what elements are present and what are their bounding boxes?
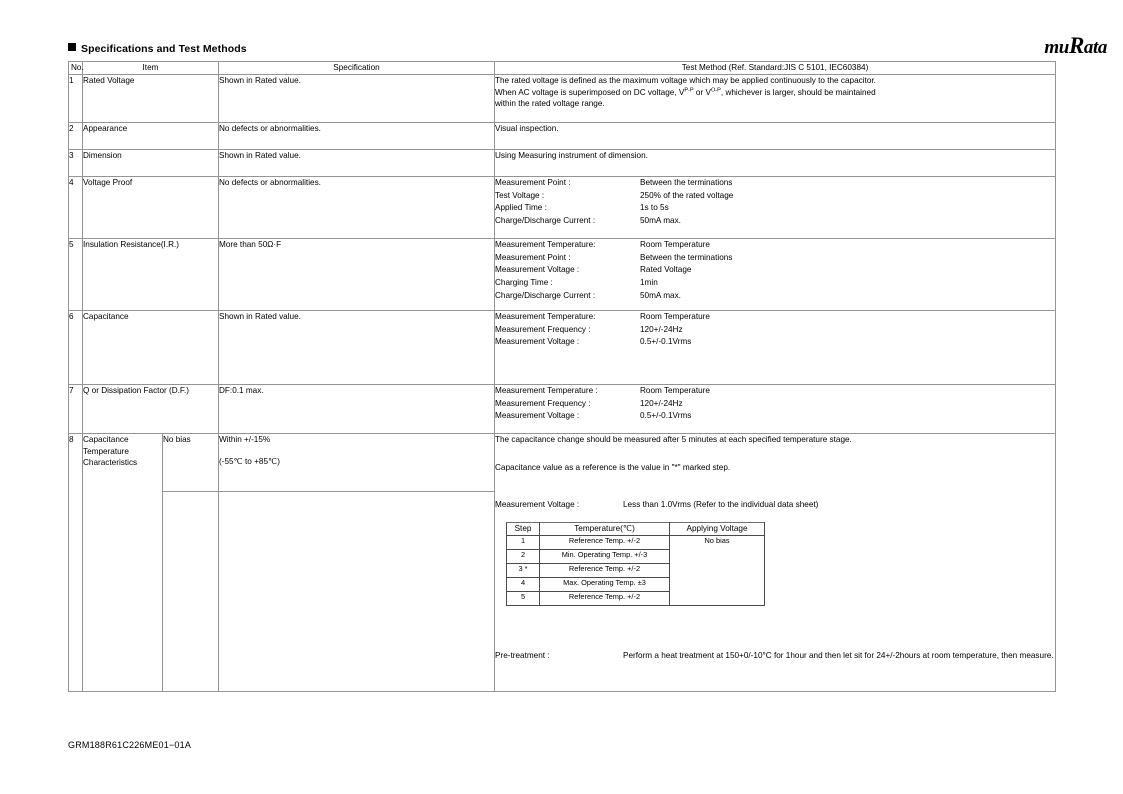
- row-item: Dimension: [83, 150, 219, 177]
- step-number: 4: [507, 577, 540, 591]
- row-bias-empty: [163, 492, 219, 692]
- definition-key: Measurement Frequency :: [495, 398, 591, 408]
- definition-row: [495, 202, 733, 215]
- row-test-method: Using Measuring instrument of dimension.: [495, 150, 1056, 177]
- definition-key: Measurement Temperature:: [495, 312, 596, 321]
- definition-list: [495, 499, 818, 512]
- table-row: [69, 123, 1056, 150]
- definition-row: [495, 252, 732, 265]
- row-item-line: Capacitance: [83, 435, 129, 444]
- row-number: 7: [69, 385, 83, 434]
- specifications-table: [68, 61, 1056, 692]
- row-item: Insulation Resistance(I.R.): [83, 239, 219, 311]
- definition-value: Room Temperature: [640, 312, 710, 321]
- step-temperature: Max. Operating Temp. ±3: [540, 577, 670, 591]
- page-title: [68, 43, 247, 55]
- definition-key: Charge/Discharge Current :: [495, 215, 596, 225]
- row-item-line: Temperature: [83, 446, 129, 456]
- row-test-method: [495, 311, 1056, 385]
- definition-value: 250% of the rated voltage: [640, 190, 734, 200]
- murata-logo: [1044, 34, 1107, 57]
- header-no: No.: [69, 62, 83, 75]
- definition-row: [495, 336, 710, 349]
- table-row: [69, 75, 1056, 123]
- definition-key: Measurement Voltage :: [495, 411, 580, 421]
- definition-row: [495, 385, 710, 398]
- row-number: 3: [69, 150, 83, 177]
- definition-value: 120+/-24Hz: [640, 398, 683, 408]
- definition-value: 0.5+/-0.1Vrms: [640, 337, 692, 347]
- definition-value: Rated Voltage: [640, 265, 692, 275]
- row-item: Appearance: [83, 123, 219, 150]
- table-row: [69, 239, 1056, 311]
- row-number: 4: [69, 177, 83, 239]
- spec-line: Within +/-15%: [219, 435, 271, 444]
- definition-list: [495, 650, 1054, 663]
- definition-row: [495, 324, 710, 337]
- definition-key: Applied Time :: [495, 203, 547, 213]
- definition-key: Pre-treatment :: [495, 650, 550, 660]
- table-row: [69, 385, 1056, 434]
- definition-list: [495, 385, 710, 423]
- row-specification-empty: [219, 492, 495, 692]
- definition-key: Test Voltage :: [495, 190, 545, 200]
- row-specification: Shown in Rated value.: [219, 311, 495, 385]
- definition-value: Room Temperature: [640, 386, 710, 395]
- test-line: The rated voltage is defined as the maximum voltage which may be applied continuously to the capacitor.: [495, 76, 876, 85]
- spacer: [495, 446, 1055, 462]
- step-header-applying-voltage: Applying Voltage: [670, 522, 765, 535]
- logo-text-ata: ata: [1083, 37, 1107, 58]
- definition-list: [495, 311, 710, 349]
- step-number: 2: [507, 549, 540, 563]
- logo-text-r: R: [1068, 33, 1084, 58]
- test-line-post: , whichever is larger, should be maintained: [720, 87, 876, 97]
- step-header-temperature: Temperature(℃): [540, 522, 670, 535]
- header-item: Item: [83, 62, 219, 75]
- footer-part-number: GRM188R61C226ME01−01A: [68, 740, 192, 750]
- bullet-square-icon: [68, 43, 76, 51]
- definition-key: Charging Time :: [495, 277, 553, 287]
- row-test-method: [495, 239, 1056, 311]
- definition-row: [495, 239, 732, 252]
- step-temperature: Min. Operating Temp. +/-3: [540, 549, 670, 563]
- step-table-header-row: [507, 522, 765, 535]
- definition-value: Room Temperature: [640, 240, 710, 249]
- definition-row: [495, 177, 733, 190]
- definition-key: Measurement Temperature:: [495, 240, 596, 249]
- definition-key: Charge/Discharge Current :: [495, 290, 596, 300]
- definition-row: [495, 499, 818, 512]
- row-specification: Shown in Rated value.: [219, 150, 495, 177]
- header-specification: Specification: [219, 62, 495, 75]
- definition-value: 1min: [640, 277, 658, 287]
- definition-row: [495, 277, 732, 290]
- definition-value: Less than 1.0Vrms (Refer to the individual data sheet): [623, 500, 819, 510]
- definition-value: Perform a heat treatment at 150+0/-10°C for 1hour and then let sit for 24+/-2hours at room temperature, then measure.: [623, 650, 1054, 660]
- row-item: [83, 434, 163, 692]
- test-line: within the rated voltage range.: [495, 99, 605, 109]
- temperature-step-table: [506, 522, 765, 606]
- definition-key: Measurement Temperature :: [495, 386, 598, 395]
- row-specification: Shown in Rated value.: [219, 75, 495, 123]
- row-specification: No defects or abnormalities.: [219, 123, 495, 150]
- spacer: [495, 512, 1055, 522]
- definition-row: [495, 215, 733, 228]
- row-specification: [219, 434, 495, 492]
- step-applying-voltage: No bias: [670, 535, 765, 605]
- row-item: Q or Dissipation Factor (D.F.): [83, 385, 219, 434]
- definition-key: Measurement Voltage :: [495, 500, 580, 510]
- row-test-method: [495, 385, 1056, 434]
- row-test-method: [495, 177, 1056, 239]
- spacer: [495, 606, 1055, 650]
- row-specification: No defects or abnormalities.: [219, 177, 495, 239]
- definition-key: Measurement Voltage :: [495, 337, 580, 347]
- superscript-pp: P-P: [684, 86, 694, 93]
- step-number: 1: [507, 535, 540, 549]
- definition-row: [495, 190, 733, 203]
- definition-key: Measurement Frequency :: [495, 324, 591, 334]
- step-number: 3 *: [507, 563, 540, 577]
- step-table-row: [507, 535, 765, 549]
- definition-row: [495, 311, 710, 324]
- step-temperature: Reference Temp. +/-2: [540, 563, 670, 577]
- test-line-reference: Capacitance value as a reference is the value in "*" marked step.: [495, 462, 731, 472]
- spec-line-temp-range: (-55℃ to +85℃): [219, 456, 280, 466]
- test-line: The capacitance change should be measured after 5 minutes at each specified temperature stage.: [495, 435, 852, 444]
- definition-key: Measurement Point :: [495, 252, 571, 262]
- step-number: 5: [507, 591, 540, 605]
- row-item: Voltage Proof: [83, 177, 219, 239]
- test-line-pre: When AC voltage is superimposed on DC voltage, V: [495, 87, 685, 97]
- header-test-method: Test Method (Ref. Standard:JIS C 5101, IEC60384): [495, 62, 1056, 75]
- definition-row: [495, 398, 710, 411]
- definition-value: 1s to 5s: [640, 203, 669, 213]
- definition-value: 50mA max.: [640, 215, 681, 225]
- page-title-text: Specifications and Test Methods: [81, 43, 247, 55]
- row-item: Capacitance: [83, 311, 219, 385]
- definition-list: [495, 177, 733, 228]
- step-temperature: Reference Temp. +/-2: [540, 591, 670, 605]
- logo-text-mu: mu: [1044, 37, 1069, 58]
- definition-value: 120+/-24Hz: [640, 324, 683, 334]
- row-number: 1: [69, 75, 83, 123]
- test-line-mid: or V: [693, 87, 711, 97]
- step-temperature: Reference Temp. +/-2: [540, 535, 670, 549]
- row-test-method: [495, 75, 1056, 123]
- row-specification: DF:0.1 max.: [219, 385, 495, 434]
- row-bias-label: No bias: [163, 434, 219, 492]
- table-row: [69, 177, 1056, 239]
- definition-row: [495, 290, 732, 303]
- row-number: 8: [69, 434, 83, 692]
- spacer: [495, 473, 1055, 499]
- row-item: Rated Voltage: [83, 75, 219, 123]
- definition-value: 0.5+/-0.1Vrms: [640, 411, 692, 421]
- row-number: 5: [69, 239, 83, 311]
- table-header-row: [69, 62, 1056, 75]
- row-test-method: Visual inspection.: [495, 123, 1056, 150]
- table-row: [69, 150, 1056, 177]
- spacer: [219, 446, 494, 456]
- definition-key: Measurement Voltage :: [495, 265, 580, 275]
- row-item-line: Characteristics: [83, 458, 138, 468]
- row-test-method: [495, 434, 1056, 692]
- superscript-op: O-P: [710, 86, 721, 93]
- step-header-step: Step: [507, 522, 540, 535]
- table-row: [69, 311, 1056, 385]
- definition-value: Between the terminations: [640, 178, 733, 187]
- definition-row: [495, 410, 710, 423]
- definition-key: Measurement Point :: [495, 178, 571, 187]
- table-row: [69, 434, 1056, 492]
- definition-row: [495, 650, 1054, 663]
- row-number: 6: [69, 311, 83, 385]
- definition-row: [495, 264, 732, 277]
- definition-value: 50mA max.: [640, 290, 681, 300]
- definition-list: [495, 239, 732, 302]
- row-number: 2: [69, 123, 83, 150]
- test-line-superscript: [495, 87, 1055, 99]
- definition-value: Between the terminations: [640, 252, 733, 262]
- row-specification: More than 50Ω·F: [219, 239, 495, 311]
